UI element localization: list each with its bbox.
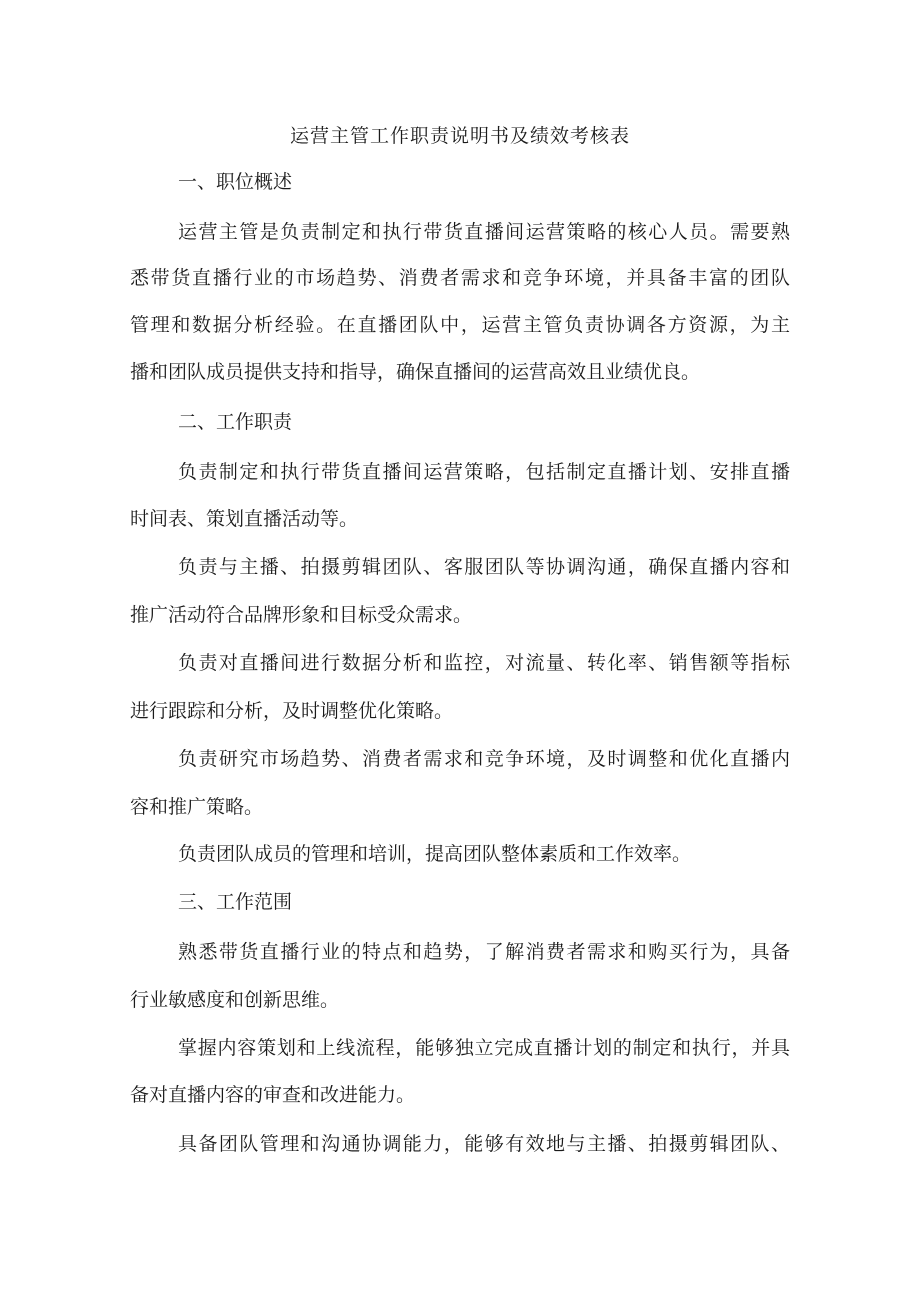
- paragraph-line: 管理和数据分析经验。在直播团队中，运营主管负责协调各方资源，为主: [130, 314, 790, 336]
- paragraph-line: 负责与主播、拍摄剪辑团队、客服团队等协调沟通，确保直播内容和: [178, 556, 790, 578]
- paragraph-line: 掌握内容策划和上线流程，能够独立完成直播计划的制定和执行，并具: [178, 1037, 790, 1059]
- section-heading-overview: 一、职位概述: [178, 171, 293, 193]
- paragraph-line: 进行跟踪和分析，及时调整优化策略。: [130, 700, 454, 722]
- paragraph-line: 悉带货直播行业的市场趋势、消费者需求和竞争环境，并具备丰富的团队: [130, 267, 790, 289]
- paragraph-line: 推广活动符合品牌形象和目标受众需求。: [130, 604, 473, 626]
- paragraph-line: 具备团队管理和沟通协调能力，能够有效地与主播、拍摄剪辑团队、: [178, 1133, 790, 1155]
- paragraph-line: 行业敏感度和创新思维。: [130, 989, 340, 1011]
- paragraph-line: 播和团队成员提供支持和指导，确保直播间的运营高效且业绩优良。: [130, 361, 701, 383]
- section-heading-duties: 二、工作职责: [178, 411, 293, 433]
- section-heading-scope: 三、工作范围: [178, 891, 293, 913]
- paragraph-line: 运营主管是负责制定和执行带货直播间运营策略的核心人员。需要熟: [178, 221, 790, 243]
- paragraph-line: 负责制定和执行带货直播间运营策略，包括制定直播计划、安排直播: [178, 461, 790, 483]
- document-title: 运营主管工作职责说明书及绩效考核表: [289, 125, 630, 147]
- paragraph-line: 熟悉带货直播行业的特点和趋势，了解消费者需求和购买行为，具备: [178, 941, 790, 963]
- paragraph-line: 容和推广策略。: [130, 796, 264, 818]
- paragraph-line: 备对直播内容的审查和改进能力。: [130, 1084, 416, 1106]
- paragraph-line: 负责团队成员的管理和培训，提高团队整体素质和工作效率。: [178, 843, 692, 865]
- paragraph-line: 负责对直播间进行数据分析和监控，对流量、转化率、销售额等指标: [178, 652, 790, 674]
- paragraph-line: 负责研究市场趋势、消费者需求和竞争环境，及时调整和优化直播内: [178, 748, 790, 770]
- paragraph-line: 时间表、策划直播活动等。: [130, 508, 359, 530]
